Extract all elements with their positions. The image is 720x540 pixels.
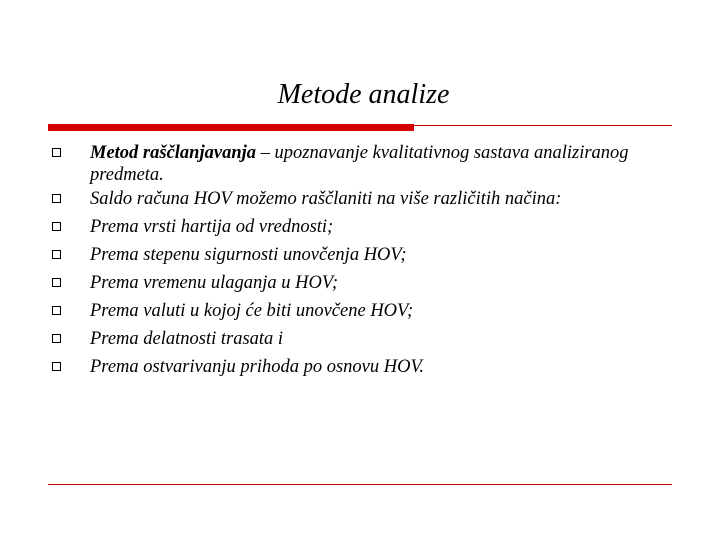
bullet-text: Saldo računa HOV možemo raščlaniti na više različitih načina: bbox=[90, 189, 562, 209]
hollow-square-icon bbox=[52, 194, 61, 203]
bullet-text: Prema vrsti hartija od vrednosti; bbox=[90, 217, 334, 237]
hollow-square-icon bbox=[52, 148, 61, 157]
hollow-square-icon bbox=[52, 334, 61, 343]
bullet-item-vreme bbox=[0, 272, 720, 294]
footer-divider bbox=[48, 484, 672, 485]
hollow-square-icon bbox=[52, 278, 61, 287]
bullet-item-vrsta bbox=[0, 216, 720, 238]
bullet-item-prihodi bbox=[0, 356, 720, 378]
hollow-square-icon bbox=[52, 306, 61, 315]
bullet-text: – upoznavanje kvalitativnog sastava analiziranog predmeta. bbox=[90, 143, 629, 185]
bullet-term: Metod raščlanjavanja bbox=[90, 143, 256, 163]
bullet-item-stepen bbox=[0, 244, 720, 266]
bullet-item-valuta bbox=[0, 300, 720, 322]
hollow-square-icon bbox=[52, 362, 61, 371]
bullet-item-saldo bbox=[0, 188, 720, 210]
bullet-text: Prema delatnosti trasata i bbox=[90, 329, 284, 349]
slide-title: Metode analize bbox=[277, 79, 450, 110]
bullet-item-delatnost bbox=[0, 328, 720, 350]
title-divider-thick bbox=[48, 124, 414, 131]
bullet-text: Prema stepenu sigurnosti unovčenja HOV; bbox=[90, 245, 407, 265]
bullet-list bbox=[0, 142, 720, 384]
bullet-item-metod bbox=[0, 142, 720, 186]
bullet-text: Prema vremenu ulaganja u HOV; bbox=[90, 273, 338, 293]
hollow-square-icon bbox=[52, 222, 61, 231]
bullet-text: Prema valuti u kojoj će biti unovčene HOV; bbox=[90, 301, 414, 321]
hollow-square-icon bbox=[52, 250, 61, 259]
bullet-text: Prema ostvarivanju prihoda po osnovu HOV. bbox=[90, 357, 425, 377]
